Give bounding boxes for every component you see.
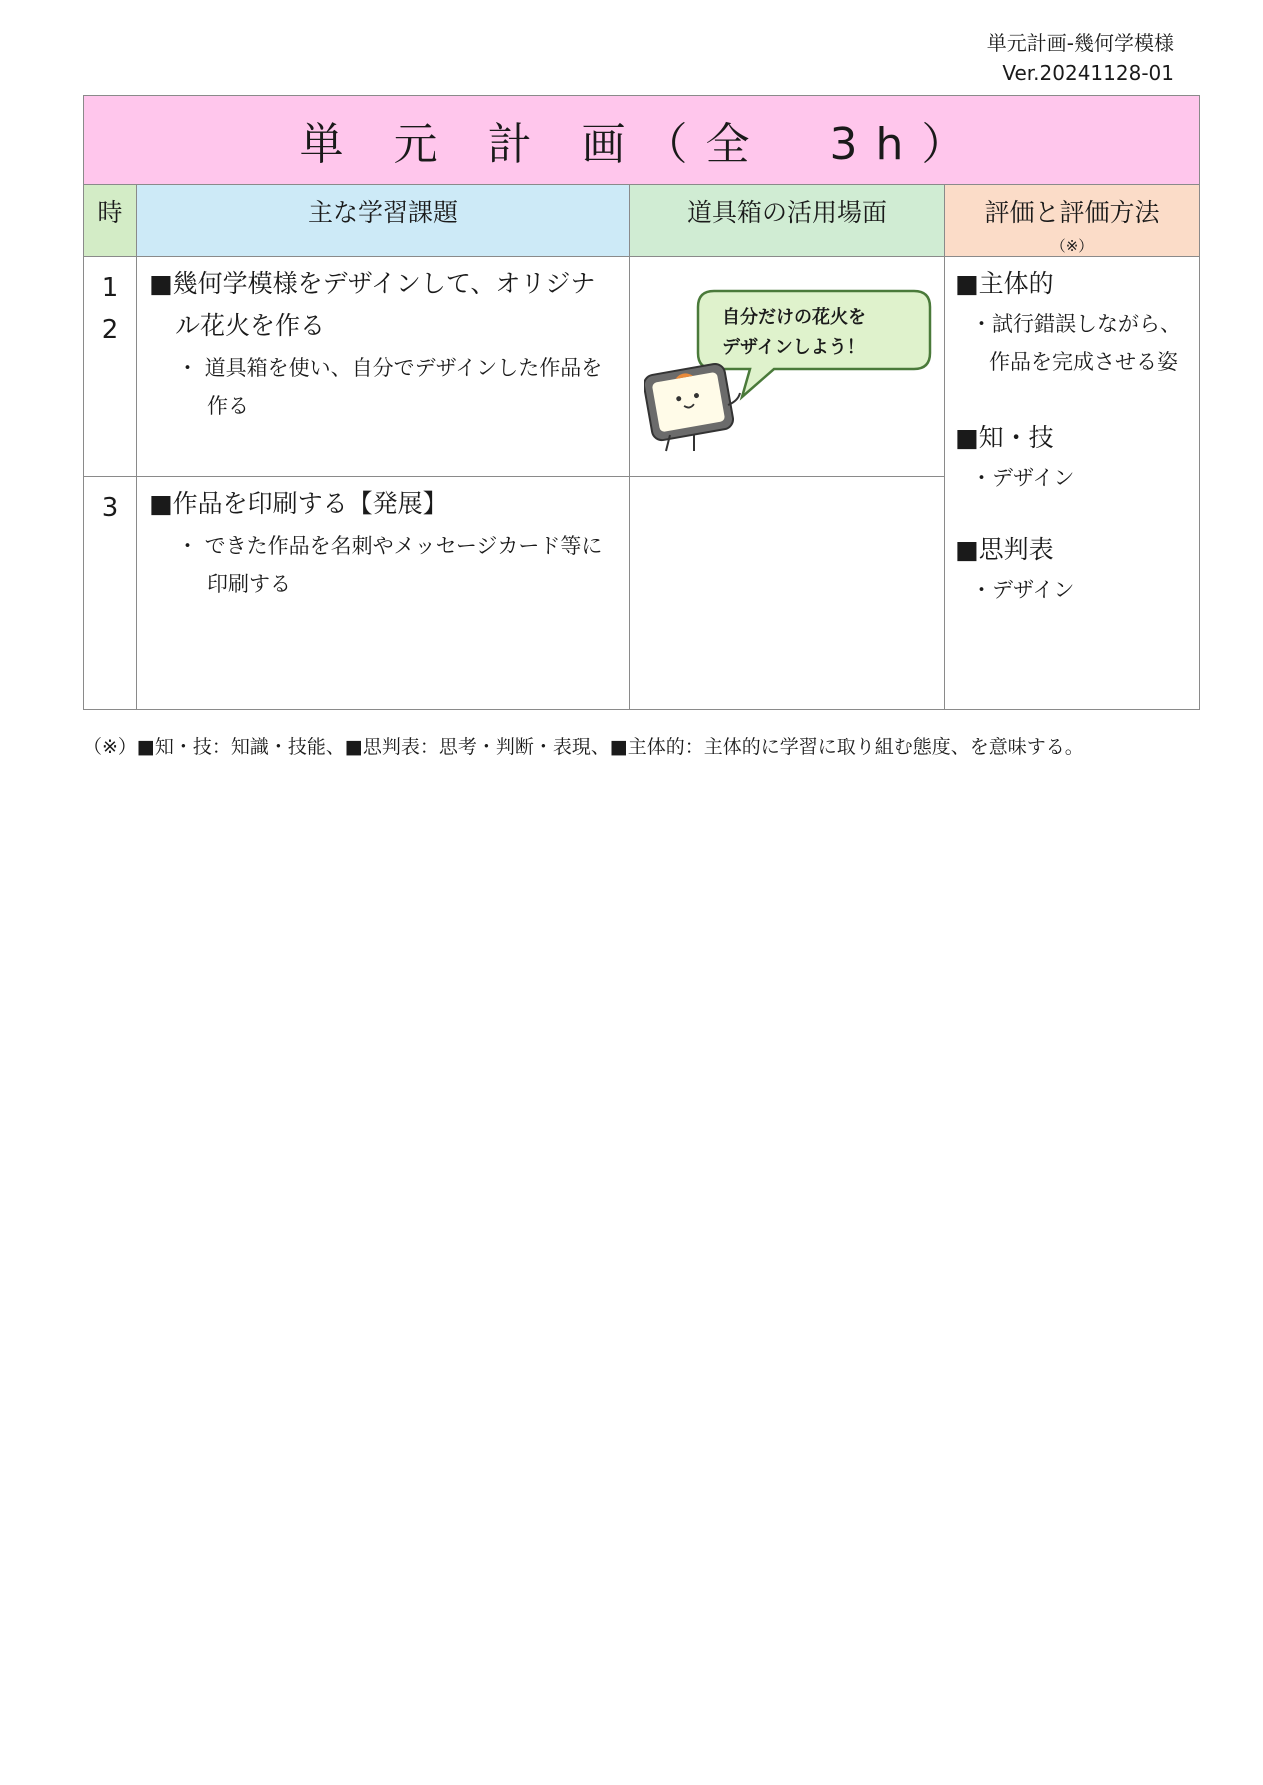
version-label: Ver.20241128-01 (1002, 61, 1174, 85)
eval-item: ・デザイン (971, 466, 1075, 490)
speech-line-2: デザインしよう！ (722, 337, 865, 358)
task-sub: ・ 道具箱を使い、自分でデザインした作品を作る (177, 356, 603, 418)
time-cell (84, 257, 137, 477)
unit-plan-table (83, 95, 1200, 710)
task-sub: ・ できた作品を名刺やメッセージカード等に印刷する (177, 534, 603, 596)
footnote: （※）■知・技：知識・技能、■思判表：思考・判断・表現、■主体的：主体的に学習に取り組む態度、を意味する。 (83, 736, 1084, 758)
header-task: 主な学習課題 (137, 185, 630, 257)
evaluation-cell (945, 257, 1200, 710)
task-cell (137, 477, 630, 710)
time-value: 2 (101, 315, 119, 345)
document-header (987, 28, 1174, 88)
eval-category: ■思判表 (955, 535, 1054, 564)
document-title: 単元計画-幾何学模様 (986, 31, 1174, 55)
eval-category: ■知・技 (955, 423, 1054, 452)
header-evaluation-label: 評価と評価方法 (984, 198, 1160, 227)
tablet-character-icon (644, 285, 934, 455)
header-time: 時 (84, 185, 137, 257)
tablet-character (644, 362, 735, 441)
eval-item: ・デザイン (971, 578, 1075, 602)
table-row (84, 257, 1200, 477)
tool-cell (630, 257, 945, 477)
speech-line-1: 自分だけの花火を (722, 307, 866, 328)
time-cell (84, 477, 137, 710)
unit-plan-title-text: 単 元 計 画（全 3h） (299, 119, 984, 170)
time-value: 3 (101, 493, 119, 523)
task-main: ■幾何学模様をデザインして、オリジナル花火を作る (149, 269, 596, 340)
task-main: ■作品を印刷する【発展】 (149, 489, 448, 518)
header-tool: 道具箱の活用場面 (630, 185, 945, 257)
time-value: 1 (101, 273, 119, 303)
header-evaluation-note: （※） (1050, 237, 1094, 255)
header-evaluation (945, 185, 1200, 257)
eval-item: ・試行錯誤しながら、作品を完成させる姿 (971, 312, 1181, 374)
eval-category: ■主体的 (955, 269, 1054, 298)
tool-cell-empty (630, 477, 945, 710)
unit-plan-title (84, 96, 1200, 185)
task-cell (137, 257, 630, 477)
